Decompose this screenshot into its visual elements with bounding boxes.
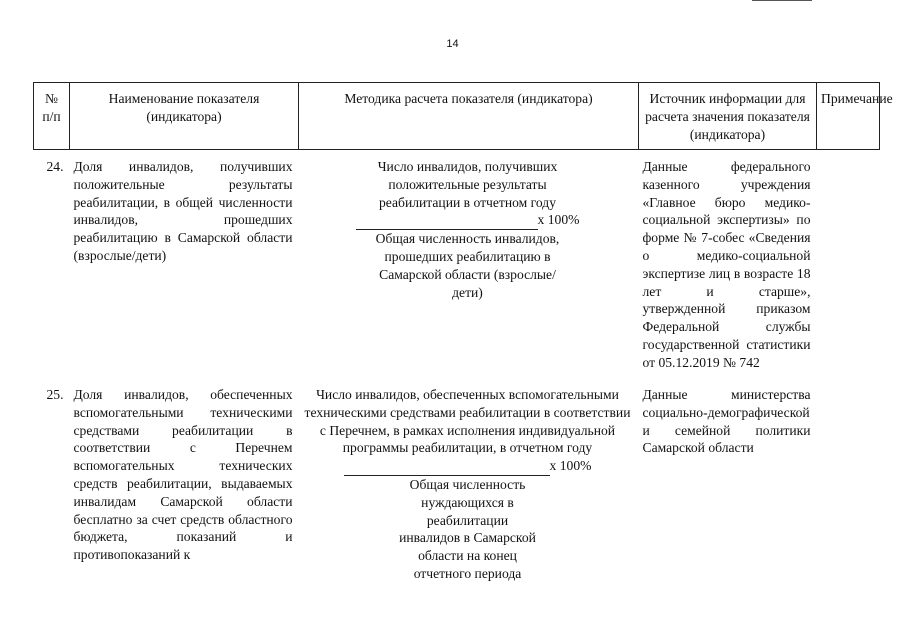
formula-denominator: Общая численность нуждающихся в реабилитации инвалидов в Самарской области на конец отчетного периода [399, 476, 536, 581]
header-source: Источник информации для расчета значения показателя (индикатора) [639, 83, 817, 150]
header-method: Методика расчета показателя (индикатора) [299, 83, 639, 150]
calculation-method [299, 382, 639, 583]
note [817, 382, 880, 583]
header-note: Примечание [817, 83, 880, 150]
table-row [34, 150, 880, 383]
header-name: Наименование показателя (индикатора) [70, 83, 299, 150]
header-number: № п/п [34, 83, 70, 150]
indicator-name: Доля инвалидов, обеспеченных вспомогательными техническими средствами реабилитации в соответствии с Перечнем вспомогательных технических средств реабилитации, выдаваемых инвалидам Самарской области бесплатно за счет средств областного бюджета, показаний и противопоказаний к [73, 387, 293, 563]
formula-numerator: Число инвалидов, получивших положительные результаты реабилитации в отчетном году [377, 159, 558, 210]
top-edge-rule [752, 0, 812, 1]
table-row [34, 382, 880, 583]
indicators-table [33, 82, 893, 583]
formula-fraction-line [303, 211, 633, 230]
indicator-name: Доля инвалидов, получивших положительные результаты реабилитации, в общей численности инвалидов, прошедших реабилитацию в Самарской области (взрослые/дети) [73, 159, 293, 263]
formula-fraction-line [303, 457, 633, 476]
row-number: 24. [46, 159, 64, 174]
information-source: Данные федерального казенного учреждения «Главное бюро медико-социальной экспертизы» по форме № 7-собес «Сведения о медико-социальной экспертизе лиц в возрасте 18 лет и старше», утвержденной приказом Федеральной службы государственной статистики от 05.12.2019 № 742 [642, 159, 811, 370]
row-number: 25. [46, 387, 64, 402]
page-number: 14 [446, 38, 459, 50]
table-header-row [34, 83, 880, 150]
formula-denominator: Общая численность инвалидов, прошедших реабилитацию в Самарской области (взрослые/дети) [375, 231, 560, 300]
formula-multiplier: х 100% [537, 212, 580, 228]
information-source: Данные министерства социально-демографической и семейной политики Самарской области [642, 387, 811, 456]
note [817, 150, 880, 383]
calculation-method [299, 150, 639, 383]
formula-numerator: Число инвалидов, обеспеченных вспомогательными техническими средствами реабилитации в соответствии с Перечнем, в рамках исполнения индивидуальной программы реабилитации, в отчетном году [304, 387, 631, 456]
formula-multiplier: х 100% [549, 458, 592, 474]
